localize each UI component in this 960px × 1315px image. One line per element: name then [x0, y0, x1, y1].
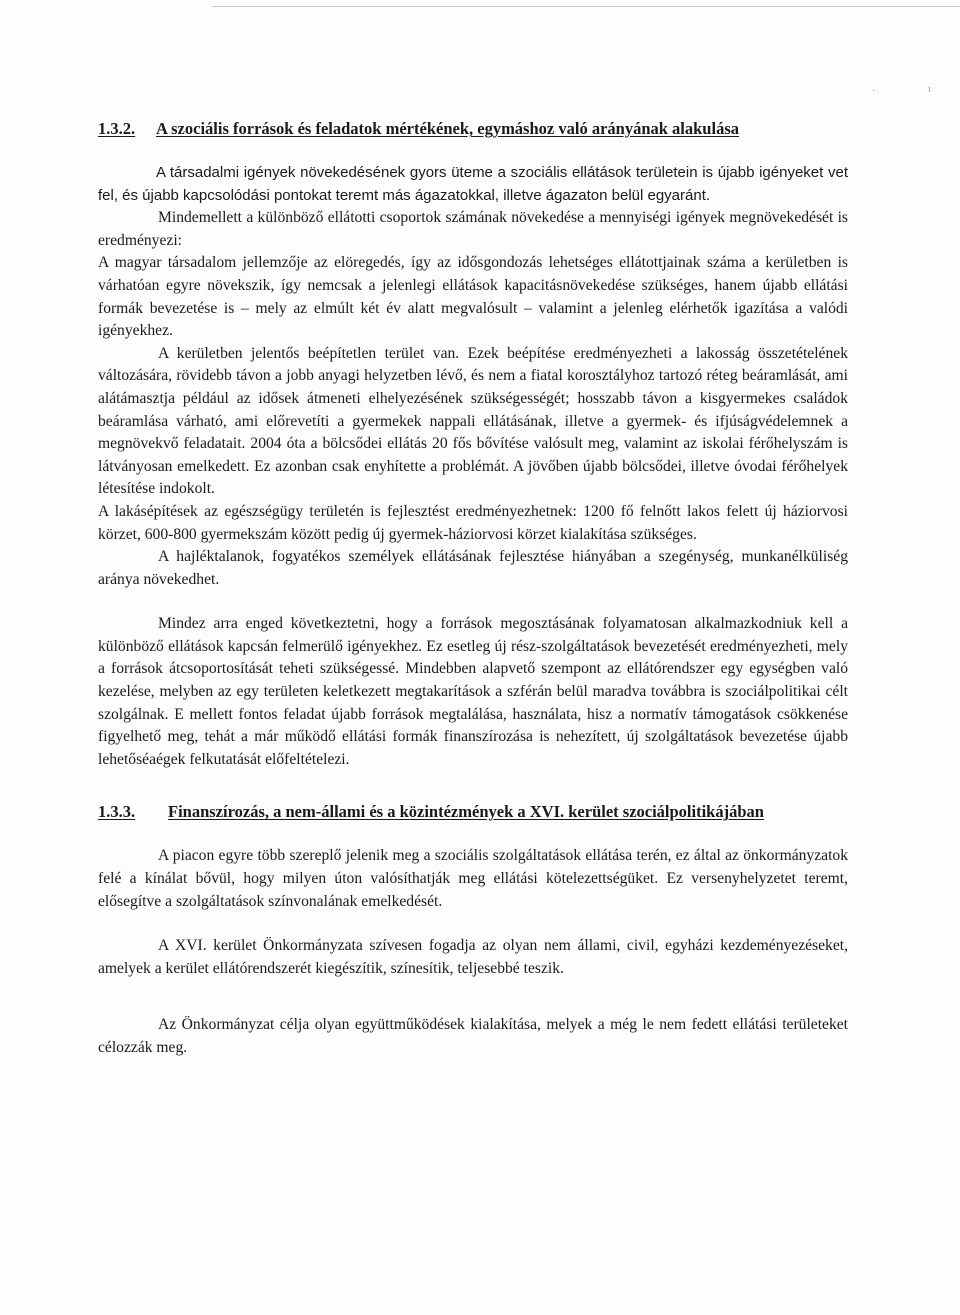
section-title: Finanszírozás, a nem-állami és a közintézmények a XVI. kerület szociálpolitikájában	[168, 802, 764, 822]
section-heading-1-3-3	[98, 801, 848, 823]
paragraph: A piacon egyre több szereplő jelenik meg a szociális szolgáltatások ellátása terén, ez által az önkormányzatok felé a kínálat bővül, hogy milyen úton valósíthatják meg ellátási kötelezettségüket. Ez versenyhelyzetet teremt, elősegítve a szolgáltatások színvonalának emelkedését.	[98, 847, 848, 910]
document-body	[98, 118, 848, 1060]
paragraph: A kerületben jelentős beépítetlen terület van. Ezek beépítése eredményezheti a lakosság összetételének változására, rövidebb távon a jobb anyagi helyzetben lévő, és nem a fiatal korosztályhoz tartozó réteg beáramlását, ami alátámasztja például az idősek átmeneti elhelyezésének szükségességét; hosszabb távon a kisgyermekes családok beáramlása várható, ami előrevetíti a gyermekek nappali ellátásának, illetve a gyermek- és ifjúságvédelemnek a megnövekvő feladatait. 2004 óta a bölcsődei ellátás 20 fős bővítése valósult meg, valamint az iskolai férőhelyszám is látványosan emelkedett. Ez azonban csak enyhítette a problémát. A jövőben újabb bölcsődei, illetve óvodai férőhelyek létesítése indokolt.	[98, 344, 848, 498]
paragraph: Mindemellett a különböző ellátotti csoportok számának növekedése a mennyiségi igények megnövekedését is eredményezi:	[98, 209, 848, 249]
paragraph: Az Önkormányzat célja olyan együttműködések kialakítása, melyek a még le nem fedett ellátási területeket célozzák meg.	[98, 1016, 848, 1056]
section-title: A szociális források és feladatok mértékének, egymáshoz való arányának alakulása	[156, 119, 739, 138]
page-top-rule	[212, 6, 960, 7]
paragraph: Mindez arra enged következtetni, hogy a források megosztásának folyamatosan alkalmazkodniuk kell a különböző ellátások kapcsán felmerülő igényekhez. Ez esetleg új rész-szolgáltatások bevezetését eredményezheti, mely a források átcsoportosítását teheti szükségessé. Mindebben alapvető szempont az ellátórendszer egy egységben való kezelése, melyben az egy területen keletkezett megtakarítások a szférán belül maradva továbbra is szociálpolitikai célt szolgálnak. E mellett fontos feladat újabb források megtalálása, használata, hisz a normatív támogatások csökkenése figyelhető meg, tehát a már működő ellátási formák finanszírozása is nehezített, új szolgáltatások bevezetése újabb lehetőséaégek felkutatását előfeltételezi.	[98, 615, 848, 768]
section-number: 1.3.3.	[98, 802, 136, 822]
paragraph: A hajléktalanok, fogyatékos személyek ellátásának fejlesztése hiányában a szegénység, munkanélküliség aránya növekedhet.	[98, 548, 848, 588]
section-heading-1-3-2	[98, 118, 848, 140]
paragraph: A magyar társadalom jellemzője az elöregedés, így az idősgondozás lehetséges ellátottjainak száma a kerületben is várhatóan egyre növekszik, így nemcsak a jelenlegi ellátások kapacitásnövekedése szükséges, hanem újabb ellátási formák bevezetése is – mely az elmúlt két év alatt megvalósult – valamint a jelenleg elérhetők igazítása a valódi igényekhez.	[98, 254, 848, 340]
paragraph: A lakásépítések az egészségügy területén is fejlesztést eredményezhetnek: 1200 fő felnőtt lakos felett új háziorvosi körzet, 600-800 gyermekszám között pedig új gyermek-háziorvosi körzet kialakítása szükséges.	[98, 502, 848, 543]
scan-speck: ɪ	[928, 84, 931, 95]
section-number: 1.3.2.	[98, 119, 136, 138]
scan-speck: ·	[872, 86, 876, 97]
paragraph: A társadalmi igények növekedésének gyors üteme a szociális ellátások területein is újabb igényeket vet fel, és újabb kapcsolódási pontokat teremt más ágazatokkal, illetve ágazaton belül egyaránt.	[98, 164, 848, 204]
paragraph: A XVI. kerület Önkormányzata szívesen fogadja az olyan nem állami, civil, egyházi kezdeményezéseket, amelyek a kerület ellátórendszerét kiegészítik, színesítik, teljesebbé teszik.	[98, 937, 848, 977]
